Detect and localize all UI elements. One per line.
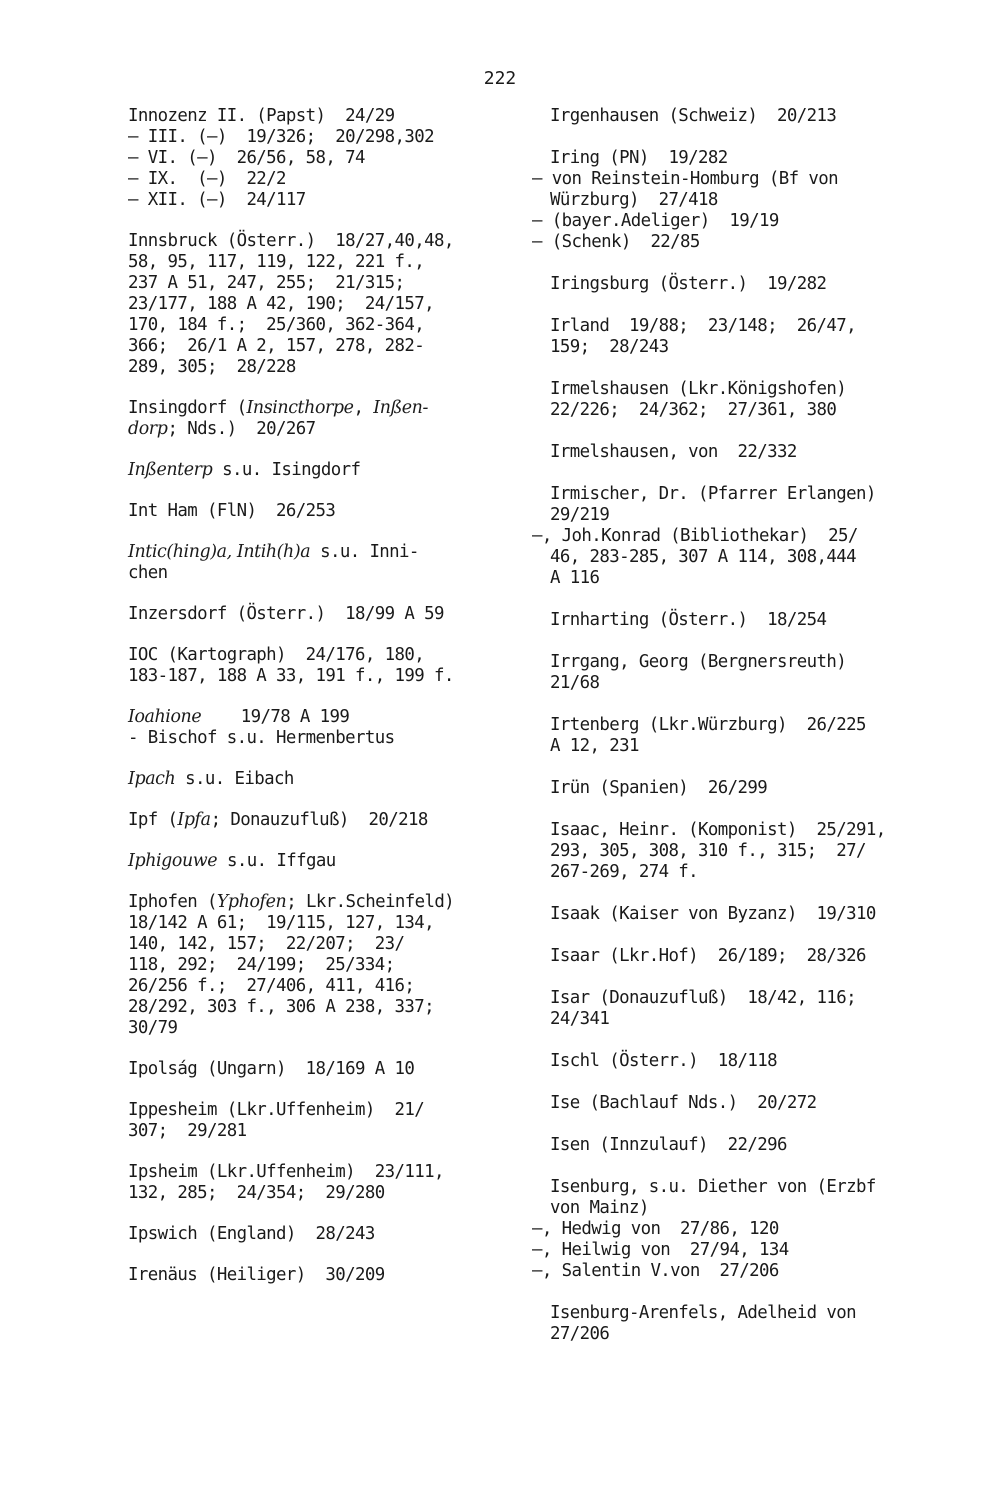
- italic-term: Inßen-: [373, 398, 428, 418]
- entry-heading-line: Intic(hing)a, Intih(h)a s.u. Inni-: [128, 542, 419, 562]
- index-entry: [550, 1093, 962, 1114]
- entry-heading-line: Irmelshausen (Lkr.Königshofen): [550, 379, 847, 399]
- index-entry: [550, 316, 962, 358]
- entry-continuation-line: von Mainz): [550, 1198, 649, 1218]
- entry-heading-line: Insingdorf (Insincthorpe, Inßen-: [128, 398, 428, 418]
- entry-continuation-line: 30/79: [128, 1018, 178, 1038]
- index-entry: [128, 1224, 528, 1245]
- entry-heading-line: IOC (Kartograph) 24/176, 180,: [128, 645, 425, 665]
- entry-heading-line: Ioahione 19/78 A 199: [128, 707, 350, 727]
- entry-continuation-line: 267-269, 274 f.: [550, 862, 699, 882]
- entry-continuation-line: — von Reinstein-Homburg (Bf von: [532, 169, 838, 189]
- index-entry: [550, 652, 962, 694]
- entry-continuation-line: — (bayer.Adeliger) 19/19: [532, 211, 779, 231]
- entry-heading-line: — III. (—) 19/326; 20/298,302: [128, 127, 434, 147]
- index-entry: [128, 851, 528, 872]
- italic-term: Inßenterp: [128, 460, 213, 480]
- italic-term: Intic(hing)a, Intih(h)a: [128, 542, 311, 562]
- index-entry: [128, 148, 528, 169]
- italic-term: dorp: [128, 419, 168, 439]
- entry-heading-line: Isenburg-Arenfels, Adelheid von: [550, 1303, 856, 1323]
- entry-continuation-line: 26/256 f.; 27/406, 411, 416;: [128, 976, 415, 996]
- index-entry: [550, 715, 962, 757]
- index-entry: [128, 810, 528, 831]
- index-entry: [128, 707, 528, 728]
- page-number: 222: [483, 68, 517, 89]
- entry-continuation-line: —, Salentin V.von 27/206: [532, 1261, 779, 1281]
- entry-continuation-line: A 12, 231: [550, 736, 639, 756]
- entry-continuation-line: 24/341: [550, 1009, 610, 1029]
- italic-term: Ipach: [128, 769, 176, 789]
- entry-heading-line: Isaar (Lkr.Hof) 26/189; 28/326: [550, 946, 866, 966]
- entry-heading-line: — XII. (—) 24/117: [128, 190, 306, 210]
- entry-continuation-line: 23/177, 188 A 42, 190; 24/157,: [128, 294, 434, 314]
- entry-continuation-line: 307; 29/281: [128, 1121, 247, 1141]
- entry-heading-line: Ischl (Österr.) 18/118: [550, 1051, 778, 1071]
- index-entry: [128, 460, 528, 481]
- entry-heading-line: Isen (Innzulauf) 22/296: [550, 1135, 787, 1155]
- index-entry: [550, 904, 962, 925]
- index-entry: [128, 645, 528, 687]
- entry-heading-line: Int Ham (FlN) 26/253: [128, 501, 336, 521]
- index-entry: [128, 127, 528, 148]
- entry-continuation-line: 289, 305; 28/228: [128, 357, 296, 377]
- index-entry: [128, 769, 528, 790]
- entry-heading-line: Inßenterp s.u. Isingdorf: [128, 460, 361, 480]
- index-entry: [550, 1303, 962, 1345]
- entry-heading-line: Ipsheim (Lkr.Uffenheim) 23/111,: [128, 1162, 444, 1182]
- entry-heading-line: — IX. (—) 22/2: [128, 169, 286, 189]
- entry-heading-line: Isaak (Kaiser von Byzanz) 19/310: [550, 904, 876, 924]
- entry-heading-line: Iring (PN) 19/282: [550, 148, 728, 168]
- entry-heading-line: Ippesheim (Lkr.Uffenheim) 21/: [128, 1100, 425, 1120]
- entry-continuation-line: 28/292, 303 f., 306 A 238, 337;: [128, 997, 434, 1017]
- entry-continuation-line: 159; 28/243: [550, 337, 669, 357]
- entry-heading-line: Isenburg, s.u. Diether von (Erzbf: [550, 1177, 876, 1197]
- entry-continuation-line: —, Joh.Konrad (Bibliothekar) 25/: [532, 526, 858, 546]
- italic-term: Insincthorpe: [246, 398, 354, 418]
- entry-heading-line: Isaac, Heinr. (Komponist) 25/291,: [550, 820, 886, 840]
- index-entry: [550, 379, 962, 421]
- index-entry: [550, 778, 962, 799]
- entry-heading-line: Ipf (Ipfa; Donauzufluß) 20/218: [128, 810, 428, 830]
- index-entry: [550, 1135, 962, 1156]
- index-entry: [532, 1177, 962, 1282]
- entry-continuation-line: 27/206: [550, 1324, 610, 1344]
- entry-heading-line: - Bischof s.u. Hermenbertus: [128, 728, 395, 748]
- entry-heading-line: Irenäus (Heiliger) 30/209: [128, 1265, 385, 1285]
- entry-continuation-line: Würzburg) 27/418: [550, 190, 718, 210]
- entry-continuation-line: dorp; Nds.) 20/267: [128, 419, 316, 439]
- entry-continuation-line: chen: [128, 563, 168, 583]
- index-entry: [128, 1265, 528, 1286]
- entry-heading-line: Irmischer, Dr. (Pfarrer Erlangen): [550, 484, 876, 504]
- entry-continuation-line: —, Heilwig von 27/94, 134: [532, 1240, 789, 1260]
- entry-continuation-line: 170, 184 f.; 25/360, 362-364,: [128, 315, 425, 335]
- entry-heading-line: Iphofen (Yphofen; Lkr.Scheinfeld): [128, 892, 455, 912]
- entry-continuation-line: —, Hedwig von 27/86, 120: [532, 1219, 779, 1239]
- entry-heading-line: Irgenhausen (Schweiz) 20/213: [550, 106, 837, 126]
- entry-heading-line: Irmelshausen, von 22/332: [550, 442, 797, 462]
- entry-continuation-line: 18/142 A 61; 19/115, 127, 134,: [128, 913, 434, 933]
- entry-heading-line: Inzersdorf (Österr.) 18/99 A 59: [128, 604, 444, 624]
- index-entry: [550, 610, 962, 631]
- index-entry: [128, 1100, 528, 1142]
- entry-continuation-line: 132, 285; 24/354; 29/280: [128, 1183, 385, 1203]
- entry-heading-line: Irnharting (Österr.) 18/254: [550, 610, 827, 630]
- index-entry: [550, 274, 962, 295]
- entry-heading-line: Innsbruck (Österr.) 18/27,40,48,: [128, 231, 454, 251]
- entry-heading-line: Ipach s.u. Eibach: [128, 769, 294, 789]
- entry-heading-line: Ipolság (Ungarn) 18/169 A 10: [128, 1059, 415, 1079]
- entry-continuation-line: 293, 305, 308, 310 f., 315; 27/: [550, 841, 866, 861]
- italic-term: Iphigouwe: [128, 851, 218, 871]
- index-entry: [532, 484, 962, 589]
- entry-heading-line: Isar (Donauzufluß) 18/42, 116;: [550, 988, 856, 1008]
- index-entry: [128, 728, 528, 749]
- entry-continuation-line: 366; 26/1 A 2, 157, 278, 282-: [128, 336, 425, 356]
- index-entry: [550, 988, 962, 1030]
- index-entry: [128, 398, 528, 440]
- index-entry: [550, 1051, 962, 1072]
- entry-continuation-line: 118, 292; 24/199; 25/334;: [128, 955, 395, 975]
- entry-continuation-line: A 116: [550, 568, 600, 588]
- entry-continuation-line: 46, 283-285, 307 A 114, 308,444: [550, 547, 856, 567]
- entry-heading-line: Innozenz II. (Papst) 24/29: [128, 106, 395, 126]
- index-entry: [550, 106, 962, 127]
- index-entry: [128, 1162, 528, 1204]
- entry-continuation-line: 140, 142, 157; 22/207; 23/: [128, 934, 405, 954]
- index-entry: [128, 231, 528, 378]
- entry-heading-line: Ise (Bachlauf Nds.) 20/272: [550, 1093, 817, 1113]
- index-entry: [532, 148, 962, 253]
- entry-heading-line: — VI. (—) 26/56, 58, 74: [128, 148, 365, 168]
- index-entry: [128, 501, 528, 522]
- italic-term: Yphofen: [216, 892, 287, 912]
- entry-continuation-line: 183-187, 188 A 33, 191 f., 199 f.: [128, 666, 454, 686]
- entry-continuation-line: 22/226; 24/362; 27/361, 380: [550, 400, 837, 420]
- entry-heading-line: Irtenberg (Lkr.Würzburg) 26/225: [550, 715, 866, 735]
- italic-term: Ioahione: [128, 707, 202, 727]
- index-entry: [128, 1059, 528, 1080]
- index-entry: [128, 892, 528, 1039]
- entry-heading-line: Ipswich (England) 28/243: [128, 1224, 375, 1244]
- index-entry: [128, 169, 528, 190]
- entry-continuation-line: 237 A 51, 247, 255; 21/315;: [128, 273, 405, 293]
- index-entry: [550, 820, 962, 883]
- entry-heading-line: Iringsburg (Österr.) 19/282: [550, 274, 827, 294]
- entry-continuation-line: — (Schenk) 22/85: [532, 232, 700, 252]
- entry-continuation-line: 58, 95, 117, 119, 122, 221 f.,: [128, 252, 425, 272]
- entry-heading-line: Iphigouwe s.u. Iffgau: [128, 851, 336, 871]
- entry-heading-line: Irrgang, Georg (Bergnersreuth): [550, 652, 847, 672]
- entry-continuation-line: 29/219: [550, 505, 610, 525]
- index-entry: [550, 946, 962, 967]
- index-column-left: [128, 106, 528, 1306]
- entry-continuation-line: 21/68: [550, 673, 600, 693]
- italic-term: Ipfa: [177, 810, 211, 830]
- index-entry: [128, 542, 528, 584]
- index-entry: [128, 106, 528, 127]
- index-entry: [550, 442, 962, 463]
- entry-heading-line: Irün (Spanien) 26/299: [550, 778, 768, 798]
- index-entry: [128, 190, 528, 211]
- entry-heading-line: Irland 19/88; 23/148; 26/47,: [550, 316, 856, 336]
- index-entry: [128, 604, 528, 625]
- index-column-right: [532, 106, 962, 1366]
